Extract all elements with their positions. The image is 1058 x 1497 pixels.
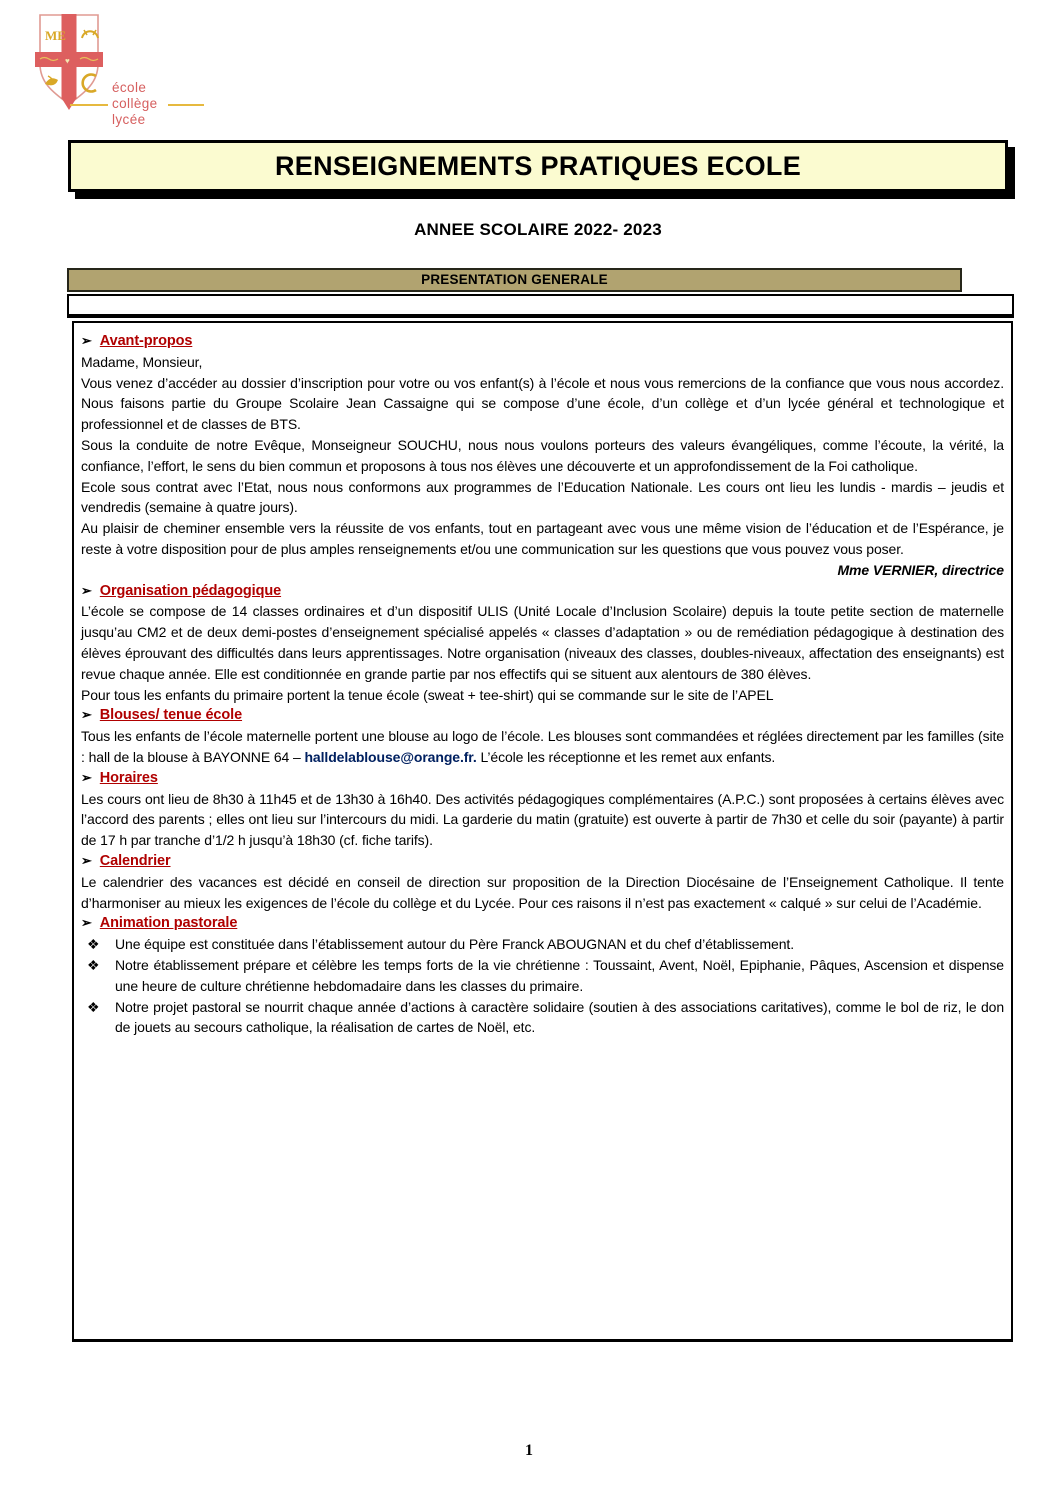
heading-blouses-tenue-ecole: ➢ Blouses/ tenue école xyxy=(81,707,243,724)
paragraph-avant-propos-3: Ecole sous contrat avec l’Etat, nous nous conformons aux programmes de l’Education Nationale. Les cours ont lieu les lundis - mardis – jeudis et vendredis (semaine à quatre jours). xyxy=(81,478,1004,516)
arrow-bullet-icon: ➢ xyxy=(81,769,92,785)
paragraph-avant-propos-2: Sous la conduite de notre Evêque, Monseigneur SOUCHU, nous nous voulons porteurs des valeurs évangéliques, comme l’écoute, la vérité, la confiance, l’effort, le sens du bien commun et proposons à tous nos élèves une découverte et un approfondissement de la Foi catholique. xyxy=(81,436,1004,474)
heading-avant-propos: ➢ Avant-propos xyxy=(81,333,193,349)
arrow-bullet-icon: ➢ xyxy=(81,582,92,598)
heading-organisation-pedagogique: ➢ Organisation pédagogique xyxy=(81,582,282,599)
paragraph-organisation-2: Pour tous les enfants du primaire portent la tenue école (sweat + tee-shirt) qui se commande sur le site de l’APEL xyxy=(81,686,774,703)
arrow-bullet-icon: ➢ xyxy=(81,707,92,723)
arrow-bullet-icon: ➢ xyxy=(81,915,92,931)
heading-horaires: ➢ Horaires xyxy=(81,769,158,786)
heading-calendrier: ➢ Calendrier xyxy=(81,852,171,869)
logo-wordmark xyxy=(112,80,158,128)
heading-animation-pastorale: ➢ Animation pastorale xyxy=(81,915,238,932)
content-box xyxy=(72,321,1013,1342)
list-item: ❖ Notre établissement prépare et célèbre les temps forts de la vie chrétienne : Toussaint, Avent, Noël, Epiphanie, Pâques, Ascension et dispense une heure de culture chrétienne hebdomadaire dans les classes du primaire. xyxy=(87,956,1004,994)
paragraph-horaires: Les cours ont lieu de 8h30 à 11h45 et de 13h30 à 16h40. Des activités pédagogiques complémentaires (A.P.C.) sont proposées à certains élèves avec l’accord des parents ; elles ont lieu sur l’intercours du midi. La garderie du matin (gratuite) est ouverte à partir de 7h30 et celle du soir (payante) à partir de 17 h par tranche d’1/2 h jusqu’à 18h30 (cf. fiche tarifs). xyxy=(81,790,1004,849)
section-header-presentation-generale: PRESENTATION GENERALE xyxy=(67,268,962,292)
arrow-bullet-icon: ➢ xyxy=(81,852,92,868)
school-year: ANNEE SCOLAIRE 2022- 2023 xyxy=(414,220,662,239)
paragraph-organisation-1: L’école se compose de 14 classes ordinaires et d’un dispositif ULIS (Unité Locale d’Inclusion Scolaire) depuis la toute petite section de maternelle jusqu’au CM2 et de deux demi-postes d’enseignement spécialisé appelés « classes d’adaptation » ou de remédiation pédagogique à destination des élèves éprouvant des difficultés dans leurs apprentissages. Notre organisation (niveaux des classes, doubles-niveaux, affectation des enseignants) est revue chaque année. Elle est conditionnée en grande partie par nos effectifs qui se situent aux alentours de 380 élèves. xyxy=(81,603,1004,682)
logo-line-ecole: école xyxy=(112,80,147,95)
paragraph-calendrier: Le calendrier des vacances est décidé en conseil de direction sur proposition de la Direction Diocésaine de l’Enseignement Catholique. Il tente d’harmoniser au mieux les exigences de l’école du collège et du Lycée. Pour ces raisons il n’est pas exactement « calqué » sur celui de l’Académie. xyxy=(81,873,1004,911)
diamond-bullet-icon: ❖ xyxy=(87,956,100,973)
logo-line-college: collège xyxy=(112,96,158,112)
page-number: 1 xyxy=(525,1442,533,1459)
school-crest-logo xyxy=(34,12,104,115)
pastorale-bullet-list xyxy=(81,934,1004,1038)
paragraph-avant-propos-4: Au plaisir de cheminer ensemble vers la réussite de vos enfants, tout en partageant avec vous une même vision de l’éducation et de l’Espérance, je reste à votre disposition pour de plus amples renseignements et/ou une communication sur les questions que vous pouvez vous poser. xyxy=(81,520,1004,557)
salutation: Madame, Monsieur, xyxy=(81,353,203,370)
email-link[interactable]: halldelablouse@orange.fr. xyxy=(304,748,477,765)
list-item: ❖ Notre projet pastoral se nourrit chaque année d’actions à caractère solidaire (soutien à des associations caritatives), comme le bol de riz, le don de jouets au secours catholique, la réalisation de cartes de Noël, etc. xyxy=(87,998,1004,1036)
logo-line-lycee: lycée xyxy=(112,112,146,127)
list-item: ❖ Une équipe est constituée dans l’établissement autour du Père Franck ABOUGNAN et du chef d’établissement. xyxy=(81,934,1004,955)
diamond-bullet-icon: ❖ xyxy=(87,998,100,1015)
gold-dash-right xyxy=(168,104,204,106)
diamond-bullet-icon: ❖ xyxy=(87,936,100,953)
director-signature: Mme VERNIER, directrice xyxy=(837,561,1004,578)
paragraph-blouses: Tous les enfants de l’école maternelle portent une blouse au logo de l’école. Les blouses sont commandées et réglées directement par les familles (site : hall de la blouse à BAYONNE 64 – halldelablouse@orange.fr. L’école les réceptionne et les remet aux enfants. xyxy=(81,728,1004,765)
empty-bordered-box xyxy=(67,294,1014,318)
crest-shield-icon xyxy=(34,12,104,110)
arrow-bullet-icon: ➢ xyxy=(81,333,92,348)
page-title: RENSEIGNEMENTS PRATIQUES ECOLE xyxy=(68,140,1008,192)
svg-text:ME: ME xyxy=(45,28,66,43)
paragraph-avant-propos-1: Vous venez d’accéder au dossier d’inscription pour votre ou vos enfant(s) à l’école et nous vous remercions de la confiance que vous nous accordez. Nous faisons partie du Groupe Scolaire Jean Cassaigne qui se compose d’une école, d’un collège et d’un lycée général et technologique et professionnel et de classes de BTS. xyxy=(81,374,1004,433)
svg-text:♥: ♥ xyxy=(65,56,70,66)
gold-dash-left xyxy=(70,104,108,106)
